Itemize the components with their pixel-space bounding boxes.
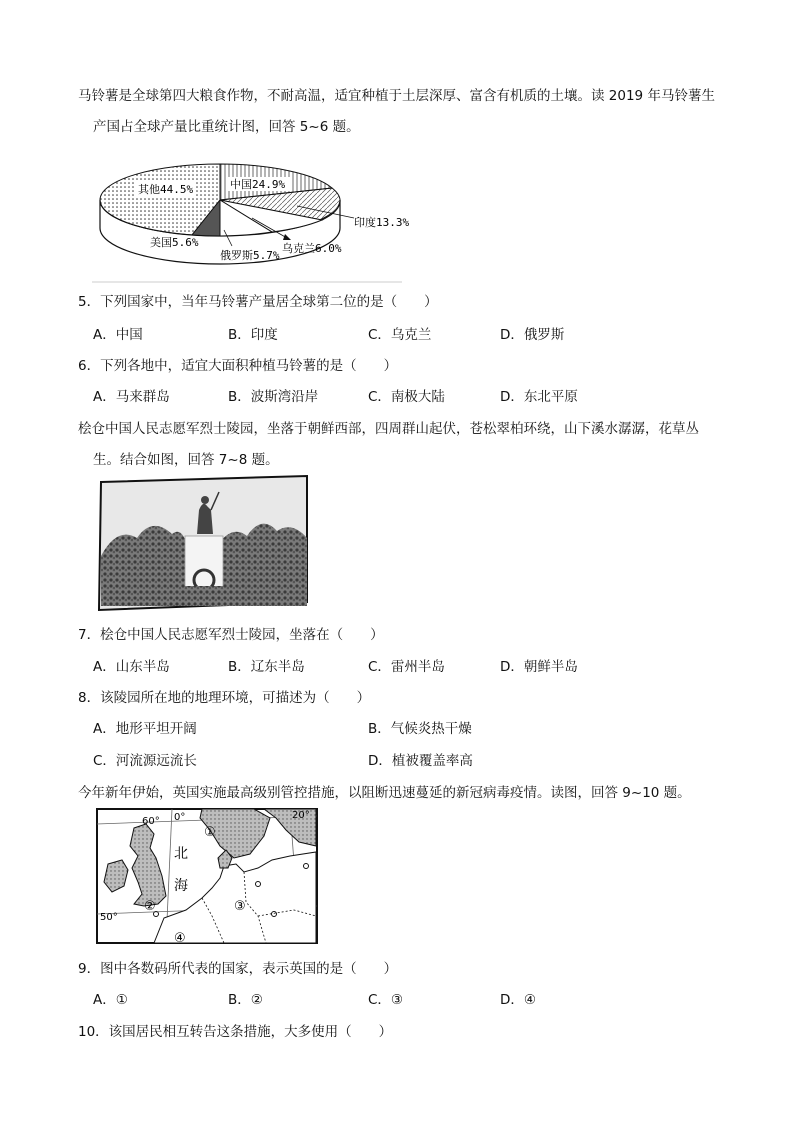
- q5-option-a[interactable]: A．中国: [93, 327, 143, 343]
- q8-option-c[interactable]: C．河流源远流长: [93, 753, 197, 769]
- q6-option-c[interactable]: C．南极大陆: [368, 389, 445, 405]
- pie-label-india: 印度13.3%: [354, 216, 410, 229]
- cemetery-photo-svg: [97, 476, 311, 610]
- pie-label-ukraine: 乌克兰6.0%: [282, 242, 342, 255]
- intro-uk-line1: 今年新年伊始，英国实施最高级别管控措施，以阻断迅速蔓延的新冠病毒疫情。读图，回答 9~10 题。: [78, 785, 691, 801]
- intro-potato-line1: 马铃薯是全球第四大粮食作物，不耐高温，适宜种植于土层深厚、富含有机质的土壤。读 2019 年马铃薯生: [78, 88, 715, 104]
- map-lat-50: 50°: [100, 912, 118, 923]
- map-number-4: ④: [174, 931, 186, 946]
- pie-label-china: 中国24.9%: [230, 178, 286, 191]
- q9-stem: 9．图中各数码所代表的国家，表示英国的是（ ）: [78, 961, 398, 977]
- q6-stem: 6．下列各地中，适宜大面积种植马铃薯的是（ ）: [78, 358, 398, 374]
- q6-option-a[interactable]: A．马来群岛: [93, 389, 170, 405]
- q5-option-b[interactable]: B．印度: [228, 327, 278, 343]
- pie-label-russia: 俄罗斯5.7%: [220, 249, 280, 262]
- q8-option-b[interactable]: B．气候炎热干燥: [368, 721, 472, 737]
- q6-option-b[interactable]: B．波斯湾沿岸: [228, 389, 319, 405]
- q7-stem: 7．桧仓中国人民志愿军烈士陵园，坐落在（ ）: [78, 627, 384, 643]
- intro-cemetery-line1: 桧仓中国人民志愿军烈士陵园，坐落于朝鲜西部，四周群山起伏，苍松翠柏环绕，山下溪水潺潺，花草丛: [78, 421, 699, 437]
- pie-label-usa: 美国5.6%: [150, 236, 199, 249]
- q5-option-c[interactable]: C．乌克兰: [368, 327, 432, 343]
- q9-option-c[interactable]: C．③: [368, 992, 404, 1008]
- q7-option-a[interactable]: A．山东半岛: [93, 659, 170, 675]
- q10-stem: 10．该国居民相互转告这条措施，大多使用（ ）: [78, 1024, 393, 1040]
- map-number-1: ①: [204, 825, 216, 840]
- intro-cemetery-line2: 生。结合如图，回答 7~8 题。: [93, 452, 279, 468]
- map-sea-label-1: 北: [174, 846, 188, 862]
- map-number-3: ③: [234, 899, 246, 914]
- q8-stem: 8．该陵园所在地的地理环境，可描述为（ ）: [78, 690, 371, 706]
- q7-option-b[interactable]: B．辽东半岛: [228, 659, 305, 675]
- europe-map: [94, 806, 320, 946]
- pie-label-other: 其他44.5%: [138, 183, 194, 196]
- pie-chart-svg: [92, 158, 410, 284]
- cemetery-photo: [97, 476, 311, 610]
- q8-option-d[interactable]: D．植被覆盖率高: [368, 753, 473, 769]
- europe-map-svg: [94, 806, 320, 946]
- q6-option-d[interactable]: D．东北平原: [500, 389, 578, 405]
- q9-option-d[interactable]: D．④: [500, 992, 536, 1008]
- map-lat-60: 60°: [142, 816, 160, 827]
- map-number-2: ②: [144, 899, 156, 914]
- q9-option-a[interactable]: A．①: [93, 992, 128, 1008]
- q5-stem: 5．下列国家中，当年马铃薯产量居全球第二位的是（ ）: [78, 294, 438, 310]
- map-lon-0: 0°: [174, 812, 186, 823]
- q7-option-d[interactable]: D．朝鲜半岛: [500, 659, 578, 675]
- q9-option-b[interactable]: B．②: [228, 992, 263, 1008]
- potato-pie-chart: [92, 158, 410, 284]
- q7-option-c[interactable]: C．雷州半岛: [368, 659, 445, 675]
- q8-option-a[interactable]: A．地形平坦开阔: [93, 721, 197, 737]
- map-lon-20: 20°: [292, 810, 310, 821]
- intro-potato-line2: 产国占全球产量比重统计图，回答 5~6 题。: [93, 119, 360, 135]
- map-sea-label-2: 海: [174, 878, 188, 894]
- q5-option-d[interactable]: D．俄罗斯: [500, 327, 565, 343]
